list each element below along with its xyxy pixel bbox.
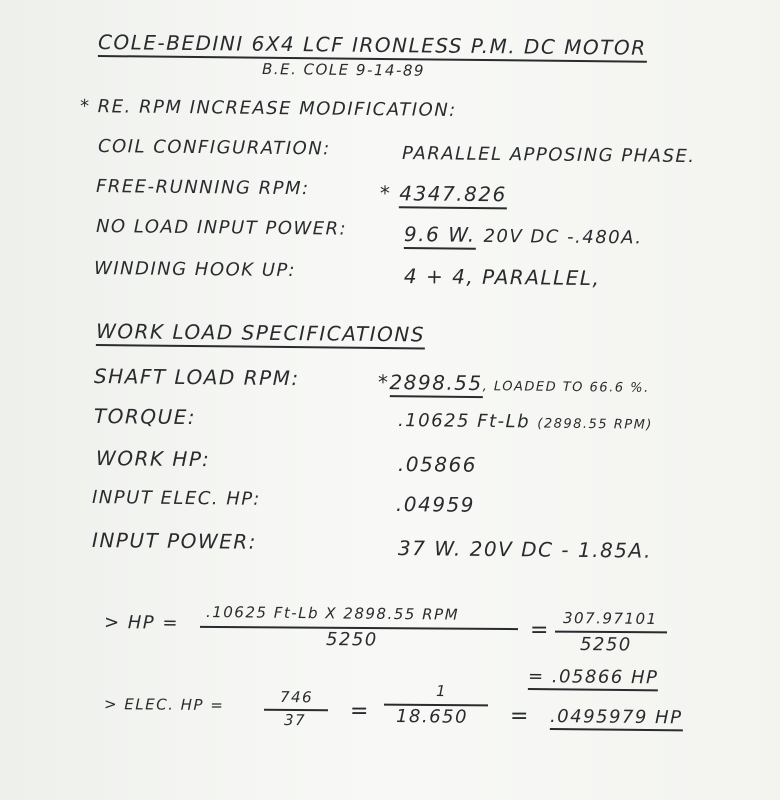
asterisk-mark: * bbox=[379, 181, 392, 206]
work-value-input-power: 37 W. 20V DC - 1.85A. bbox=[397, 536, 653, 563]
spec-value-free-running-rpm bbox=[380, 181, 507, 206]
author-date: B.E. COLE 9-14-89 bbox=[261, 60, 426, 80]
elec-hp-denominator: 37 bbox=[283, 711, 307, 730]
elec-hp-second-denominator: 18.650 bbox=[395, 706, 469, 728]
spec-label-winding-hook-up: WINDING HOOK UP: bbox=[93, 258, 297, 282]
hp-result-value: = .05866 HP bbox=[528, 666, 659, 691]
hp-second-numerator: 307.97101 bbox=[562, 609, 658, 628]
work-label-input-elec-hp: INPUT ELEC. HP: bbox=[91, 487, 262, 510]
hp-equals-sign: = bbox=[530, 618, 549, 643]
torque-rpm-note: (2898.55 RPM) bbox=[537, 416, 653, 433]
shaft-load-rpm-value: 2898.55 bbox=[389, 370, 482, 398]
elec-hp-formula-lhs: > ELEC. HP = bbox=[103, 695, 225, 715]
hp-second-fraction-line bbox=[555, 631, 667, 634]
no-load-watts: 9.6 W. bbox=[404, 222, 476, 250]
elec-hp-equals-sign: = bbox=[350, 699, 369, 724]
modification-note: * RE. RPM INCREASE MODIFICATION: bbox=[79, 96, 457, 121]
elec-hp-result-value: .0495979 HP bbox=[550, 706, 683, 731]
elec-hp-equals-sign-2: = bbox=[510, 704, 529, 729]
elec-hp-numerator: 746 bbox=[279, 688, 314, 707]
hp-formula-denominator: 5250 bbox=[325, 629, 378, 651]
work-label-input-power: INPUT POWER: bbox=[91, 528, 258, 554]
free-running-rpm-value: 4347.826 bbox=[399, 181, 507, 209]
elec-hp-result bbox=[550, 706, 683, 728]
spec-value-winding-hook-up: 4 + 4, PARALLEL, bbox=[403, 264, 601, 291]
no-load-voltage-current: 20V DC -.480A. bbox=[483, 225, 643, 249]
work-label-shaft-load-rpm: SHAFT LOAD RPM: bbox=[93, 364, 300, 391]
hp-formula-numerator: .10625 Ft-Lb X 2898.55 RPM bbox=[205, 603, 460, 624]
elec-hp-second-numerator: 1 bbox=[435, 682, 448, 701]
spec-label-coil-configuration: COIL CONFIGURATION: bbox=[97, 136, 331, 160]
spec-value-coil-configuration: PARALLEL APPOSING PHASE. bbox=[401, 143, 696, 168]
hp-second-denominator: 5250 bbox=[579, 634, 632, 656]
work-value-input-elec-hp: .04959 bbox=[395, 492, 476, 517]
work-label-torque: TORQUE: bbox=[93, 404, 197, 430]
document-title: COLE-BEDINI 6X4 LCF IRONLESS P.M. DC MOTOR bbox=[98, 30, 647, 63]
spec-label-free-running-rpm: FREE-RUNNING RPM: bbox=[95, 176, 310, 200]
work-value-shaft-load-rpm bbox=[378, 370, 650, 397]
work-value-work-hp: .05866 bbox=[397, 452, 478, 477]
asterisk-mark: * bbox=[377, 370, 390, 395]
loaded-percentage: , LOADED TO 66.6 %. bbox=[482, 379, 650, 396]
work-load-heading: WORK LOAD SPECIFICATIONS bbox=[96, 319, 425, 349]
hp-result bbox=[528, 666, 659, 688]
work-label-work-hp: WORK HP: bbox=[95, 446, 211, 472]
work-value-torque bbox=[398, 410, 653, 434]
spec-label-no-load-input-power: NO LOAD INPUT POWER: bbox=[95, 216, 348, 240]
torque-value: .10625 Ft-Lb bbox=[397, 410, 531, 433]
hp-formula-lhs: > HP = bbox=[103, 612, 180, 634]
spec-value-no-load-input-power bbox=[404, 222, 643, 248]
